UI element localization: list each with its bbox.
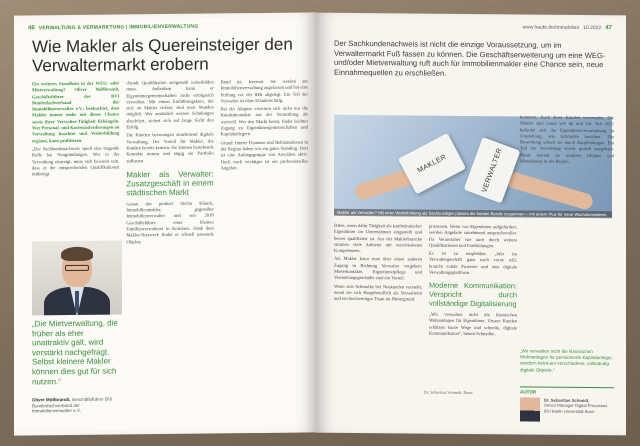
- subheading-moderne: Moderne Kommunikation: Verspricht durch vollständige Digitalisierung: [429, 281, 517, 308]
- paragraph: Grund: Immer Finanzen und Reklamationen in der Region haben wir ein gutes Standing. Dort ist eine Anfangsgruppe von Anwälten aktiv. Doch noch wichtiger ist ein professionelles Angebot.: [220, 139, 308, 171]
- left-column-2: [126, 79, 213, 247]
- portrait-photo: [32, 240, 122, 315]
- left-page-header: [28, 22, 198, 33]
- puzzle-piece-verwalter: VERWALTER: [464, 137, 521, 203]
- paragraph: Als Makler kann man über einen anderen Zugang in Richtung Verwalter vorgehen: Mieterkontakte, Eigentümerpflege und Vermietungsgeschäfte sind ein Vorteil.: [334, 256, 422, 281]
- quote-author: [32, 396, 118, 414]
- puzzle-piece-makler: MAKLER: [398, 133, 466, 194]
- intro-text: Der Sachkundenachweis ist nicht die einzige Voraussetzung, um im Verwaltermarkt Fuß fassen zu können. Die Geschäftserweiterung um eine WEG- und/oder Mietverwaltung ruft auch für Immobilienmakler eine Chance sein, neue Einnahmequellen zu erschließen.: [334, 38, 606, 78]
- section-tags: VERWALTUNG & VERMARKTUNG | IMMOBILIENVERWALTUNG: [38, 23, 199, 31]
- paragraph: „Der Sachkundenachweis spielt eine tragende Rolle bei Neugründungen. Wer in der Verwaltung einsteigt, muss sich bewusst sein, dass er die entsprechenden Qualifikationen mitbringt.: [32, 145, 120, 177]
- byline: Dr. Sebastian Schmidt, Bonn: [424, 389, 473, 396]
- header-url: www.haufe.de/immobilien: [522, 23, 580, 31]
- paragraph: Die Kunden bevorzugen zunehmend digitale Verwaltung. Der Vorteil für Makler, die Kunden bereits kennen: Sie können bestehende Kontakte nutzen und zügig ein Portfolio aufbauen.: [126, 131, 214, 163]
- portrait-glasses: [65, 265, 89, 271]
- side-column-text: kommen. Auch diese Kunden verwenden. Die Makler sind Leute wie du und ich. Seit 2021 befindet sich die Eigentümerversammlung in Umstellung, wie Schmolke berichtet. Die Bewerbung erhielt sie durch Empfehlungen. Ein Teil der Verwaltung wurde gezielt ausgebaut. Heute betreut sie mehrere Objekte und Mietshäuser in der Region.: [520, 114, 614, 164]
- author-details: Senior Manager Digital Processes BVI Berlin Universität Bonn: [544, 403, 608, 414]
- left-text-columns: [32, 79, 308, 249]
- paragraph: Genau das probiert Stefan Klauck, Immobilienmakler, gegenüber Immobilienverwalter und seit 2018 Geschäftsführer einer kleinen Familienverwalterei in Konstanz. Dank dem Makler-Netzwerk findet er schnell passende Objekte.: [126, 200, 214, 245]
- right-column-2: [429, 224, 517, 340]
- photo-caption: Makler als Verwalter? Mit einer Weiterbildung als Sachkundiger passen die beiden Berufe zusammen – mit einem Plus für neue Wachstumsideen.: [334, 209, 612, 218]
- quote-author-name: Oliver Mößbrandt,: [32, 396, 71, 403]
- right-page: [316, 13, 626, 436]
- portrait-hair: [61, 247, 93, 261]
- hand-right: [504, 170, 595, 211]
- paragraph: „Wir verwalten nicht die klassischen Wohnanlagen für Eigentümer. Unsere Kunden schätzen kurze Wege und schnelle, digitale Kommunikation“, betont Schmolke.: [429, 311, 517, 337]
- author-info: [544, 398, 614, 415]
- paragraph: Wenn sich Schmolke bei Neukunden vorstellt, nennt sie sich Hauptberuflich als Verwalterin und ein hochwertiges Team im Hintergrund.: [334, 283, 422, 302]
- subheading: Makler als Verwalter: Zusatzgeschäft in einem städtischen Markt: [126, 169, 214, 198]
- author-photo: [520, 397, 540, 421]
- author-label: AUTOR: [520, 389, 537, 395]
- left-column-1: [32, 80, 119, 248]
- article-headline: Wie Makler als Quereinsteiger den Verwaltermarkt erobern: [32, 34, 293, 76]
- right-column-1: [334, 223, 422, 339]
- paragraph: chende Qualifikation zeitgemäß weiterbilden muss. Außerdem kann er Eigentümergemeinschaften nicht erfolgreich verwalten. Mit einem Einführungskurs, der sich an Makler richtet, sind zwei Stunden möglich. Wer zusätzlich weitere Schulungen absolviert, sichert sich auf lange Sicht den Erfolg.: [126, 79, 214, 130]
- lead-paragraph: Ein weiteres Standbein in der WEG- oder Mietverwaltung? Oliver Mößbrandt, Geschäftsführer der BVI Bundesfachverband der Immobilienverwalter e.V., beobachtet, dass Makler immer mehr mit dieser Chance sowie ihrer Verwalter-Tätigkeit liebäugeln. Wer Personal- und Kostenanforderungen an Verwaltung beachtet und Weiterbildung ergänzt, kann profitieren.: [32, 80, 120, 144]
- magazine-spread: [14, 14, 626, 434]
- pull-quote: „Die Mietverwaltung, die früher als eher unattraktiv galt, wird verstärkt nachgefragt. Selbst kleinere Makler können dies gut für sich nutzen.“: [32, 318, 118, 386]
- author-name: Dr. Sebastian Schmidt,: [544, 397, 590, 404]
- portrait-tie: [75, 291, 79, 313]
- right-text-columns: [334, 223, 614, 341]
- left-page: [14, 12, 316, 435]
- author-box: [520, 386, 614, 423]
- paragraph: Bund jet, Internet. Sie werden zur Immobilienverwaltung zugelassen und hat eine Prüfung vor der IHK abgelegt. Ein Teil der Verwalter ist ohne Erlaubnis tätig.: [220, 78, 308, 104]
- right-page-header: [523, 22, 612, 32]
- quote-author-role: Geschäftsführer BVI Bundesfachverband der Immobilienverwalter e.V.: [32, 396, 113, 414]
- paragraph: Bei der Akquise erweisen sich nicht nur die Kundenkontakte aus der Vermittlung als wertvoll. Wer den Markt kennt, findet leichter Zugang zu Eigentümergemeinschaften und Kapitalanlegern.: [220, 105, 308, 137]
- paragraph: Es ist zu empfehlen: „Wer im Verwaltergeschäft ganz nach vorne will, braucht solide Prozesse und eine digitale Verwaltungsplattform.: [429, 250, 517, 276]
- paragraph: fällen, wenn dafür Tätigkeit als kaufmännischer Eigentümer im Unternehmen eingestellt und besser qualifiziert ist. Aus der Maklerbranche strömen viele Anbieter mit verschiedenen Kompetenzen.: [334, 222, 422, 254]
- left-page-number: 46: [28, 24, 35, 31]
- right-page-number: 47: [605, 24, 612, 31]
- left-column-3: [221, 79, 308, 247]
- paragraph: prozessen. Wenn von Eigentümer aufgefordert, werden Angebote zunehmend anspruchsvoller. Da Veranstalter wie auch durch weitere Qualifikationen und Fortbildungen.: [429, 223, 517, 249]
- header-issue: 10.2022: [583, 24, 602, 31]
- side-quote: „Wir verwalten nicht die klassischen Wohnanlagen für pensionierte Kapitalanleger, sondern betreuen verschiedene, vollständig digitale Objekte.“: [520, 348, 613, 373]
